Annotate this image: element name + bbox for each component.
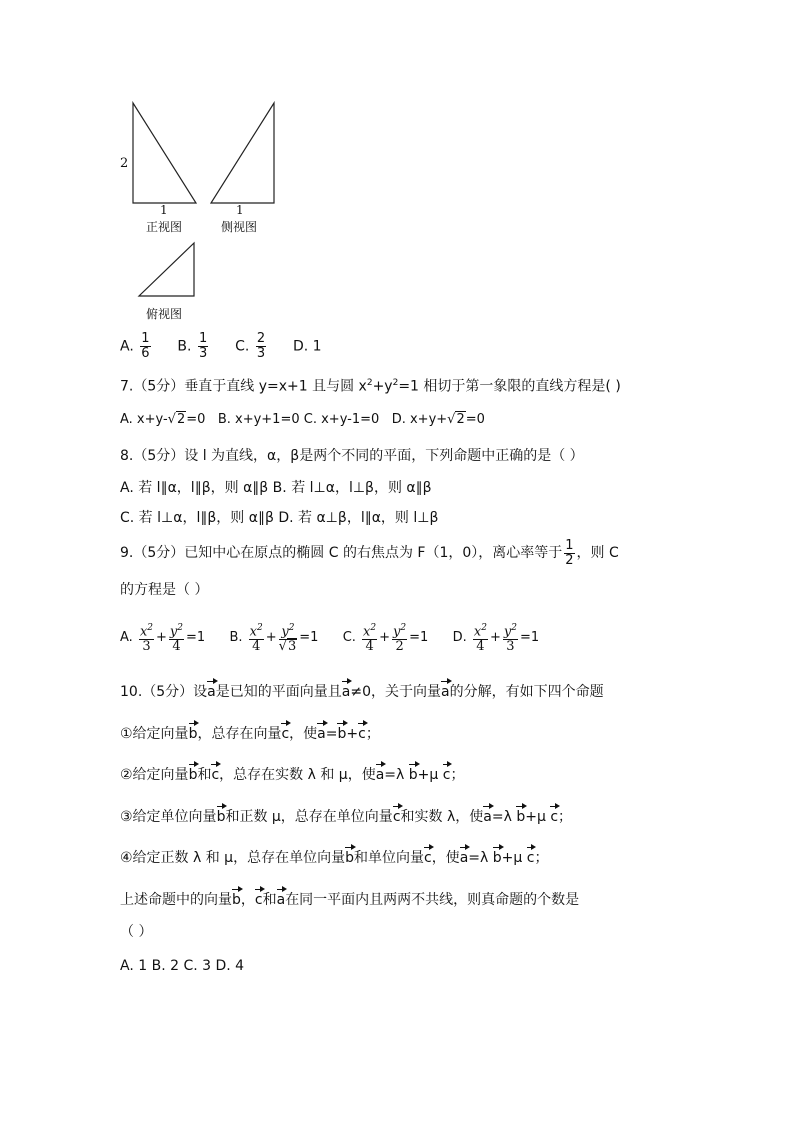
q10-proposition-3: ③给定单位向量b和正数 μ，总存在单位向量c和实数 λ，使a=λ b+μ c； — [120, 805, 572, 827]
top-caption: 俯视图 — [146, 307, 183, 321]
q6-option-b: B. — [177, 338, 192, 355]
q10-proposition-4: ④给定正数 λ 和 μ，总存在单位向量b和单位向量c，使a=λ b+μ c； — [120, 846, 548, 868]
three-view-figure — [110, 95, 290, 330]
front-view-triangle — [133, 103, 196, 203]
side-caption: 侧视图 — [221, 220, 258, 234]
q8-options-row1: A. 若 l∥α，l∥β，则 α∥β B. 若 l⊥α，l⊥β，则 α∥β — [120, 480, 432, 496]
side-base-label: 1 — [236, 203, 244, 217]
q7-option-c: C. x+y-1=0 — [303, 412, 380, 427]
q6-option-a: A. — [120, 338, 134, 355]
side-view-triangle — [211, 103, 274, 203]
q6-options — [120, 332, 322, 361]
top-view-triangle — [139, 243, 194, 296]
q9-option-a: A. $\frac{x^2}{3}$ + $\frac{y^2}{4}$ =1 — [120, 622, 206, 655]
q7-option-b: B. x+y+1=0 — [217, 412, 300, 427]
q6-a-fraction: $\frac{1}{6}$ — [141, 331, 150, 361]
front-height-label: 2 — [120, 156, 129, 171]
q9-eccentricity: $\frac{1}{2}$ — [565, 537, 574, 568]
q6-c-fraction: $\frac{2}{3}$ — [256, 331, 266, 361]
q9-option-d: D. $\frac{x^2}{4}$ + $\frac{y^2}{3}$ =1 — [452, 622, 540, 655]
q10-proposition-2: ②给定向量b和c，总存在实数 λ 和 μ，使a=λ b+μ c； — [120, 763, 464, 785]
q6-option-c: C. — [235, 338, 250, 355]
q6-b-fraction: $\frac{1}{3}$ — [198, 331, 208, 361]
q7-stem: 7.（5分）垂直于直线 y=x+1 且与圆 $x^2+y^2=1$ 相切于第一象限的直线方程是( ) — [120, 378, 621, 395]
front-base-label: 1 — [160, 203, 168, 217]
q6-option-d: D. 1 — [293, 338, 322, 355]
q8-stem: 8.（5分）设 l 为直线，α，β是两个不同的平面，下列命题中正确的是（ ） — [120, 448, 584, 464]
q7-options — [120, 410, 485, 430]
q10-proposition-1: ①给定向量b，总存在向量c，使a=b+c； — [120, 722, 380, 744]
front-caption: 正视图 — [146, 220, 183, 234]
q9-stem: 9.（5分）已知中心在原点的椭圆 C 的右焦点为 F（1，0），离心率等于 $\frac{1}{2}$ ，则 C — [120, 537, 619, 568]
q9-option-b: B. $\frac{x^2}{4}$ + $\frac{y^2}{√3}$ =1 — [229, 622, 319, 655]
q9-option-c: C. $\frac{x^2}{4}$ + $\frac{y^2}{2}$ =1 — [342, 622, 429, 655]
q7-option-a: A. x+y-√2=0 — [120, 412, 206, 427]
q9-stem-line2: 的方程是（ ） — [120, 582, 209, 598]
q8-options-row2: C. 若 l⊥α，l∥β，则 α∥β D. 若 α⊥β，l∥α，则 l⊥β — [120, 510, 439, 526]
q9-options — [120, 618, 539, 658]
q7-option-d: D. x+y+√2=0 — [391, 412, 485, 427]
q10-stem: 10.（5分）设a是已知的平面向量且a≠0，关于向量a的分解，有如下四个命题 — [120, 680, 604, 702]
q10-options: A. 1 B. 2 C. 3 D. 4 — [120, 958, 245, 974]
q10-answer-paren: （ ） — [120, 924, 153, 940]
q10-summary: 上述命题中的向量b，c和a在同一平面内且两两不共线，则真命题的个数是 — [120, 888, 579, 910]
